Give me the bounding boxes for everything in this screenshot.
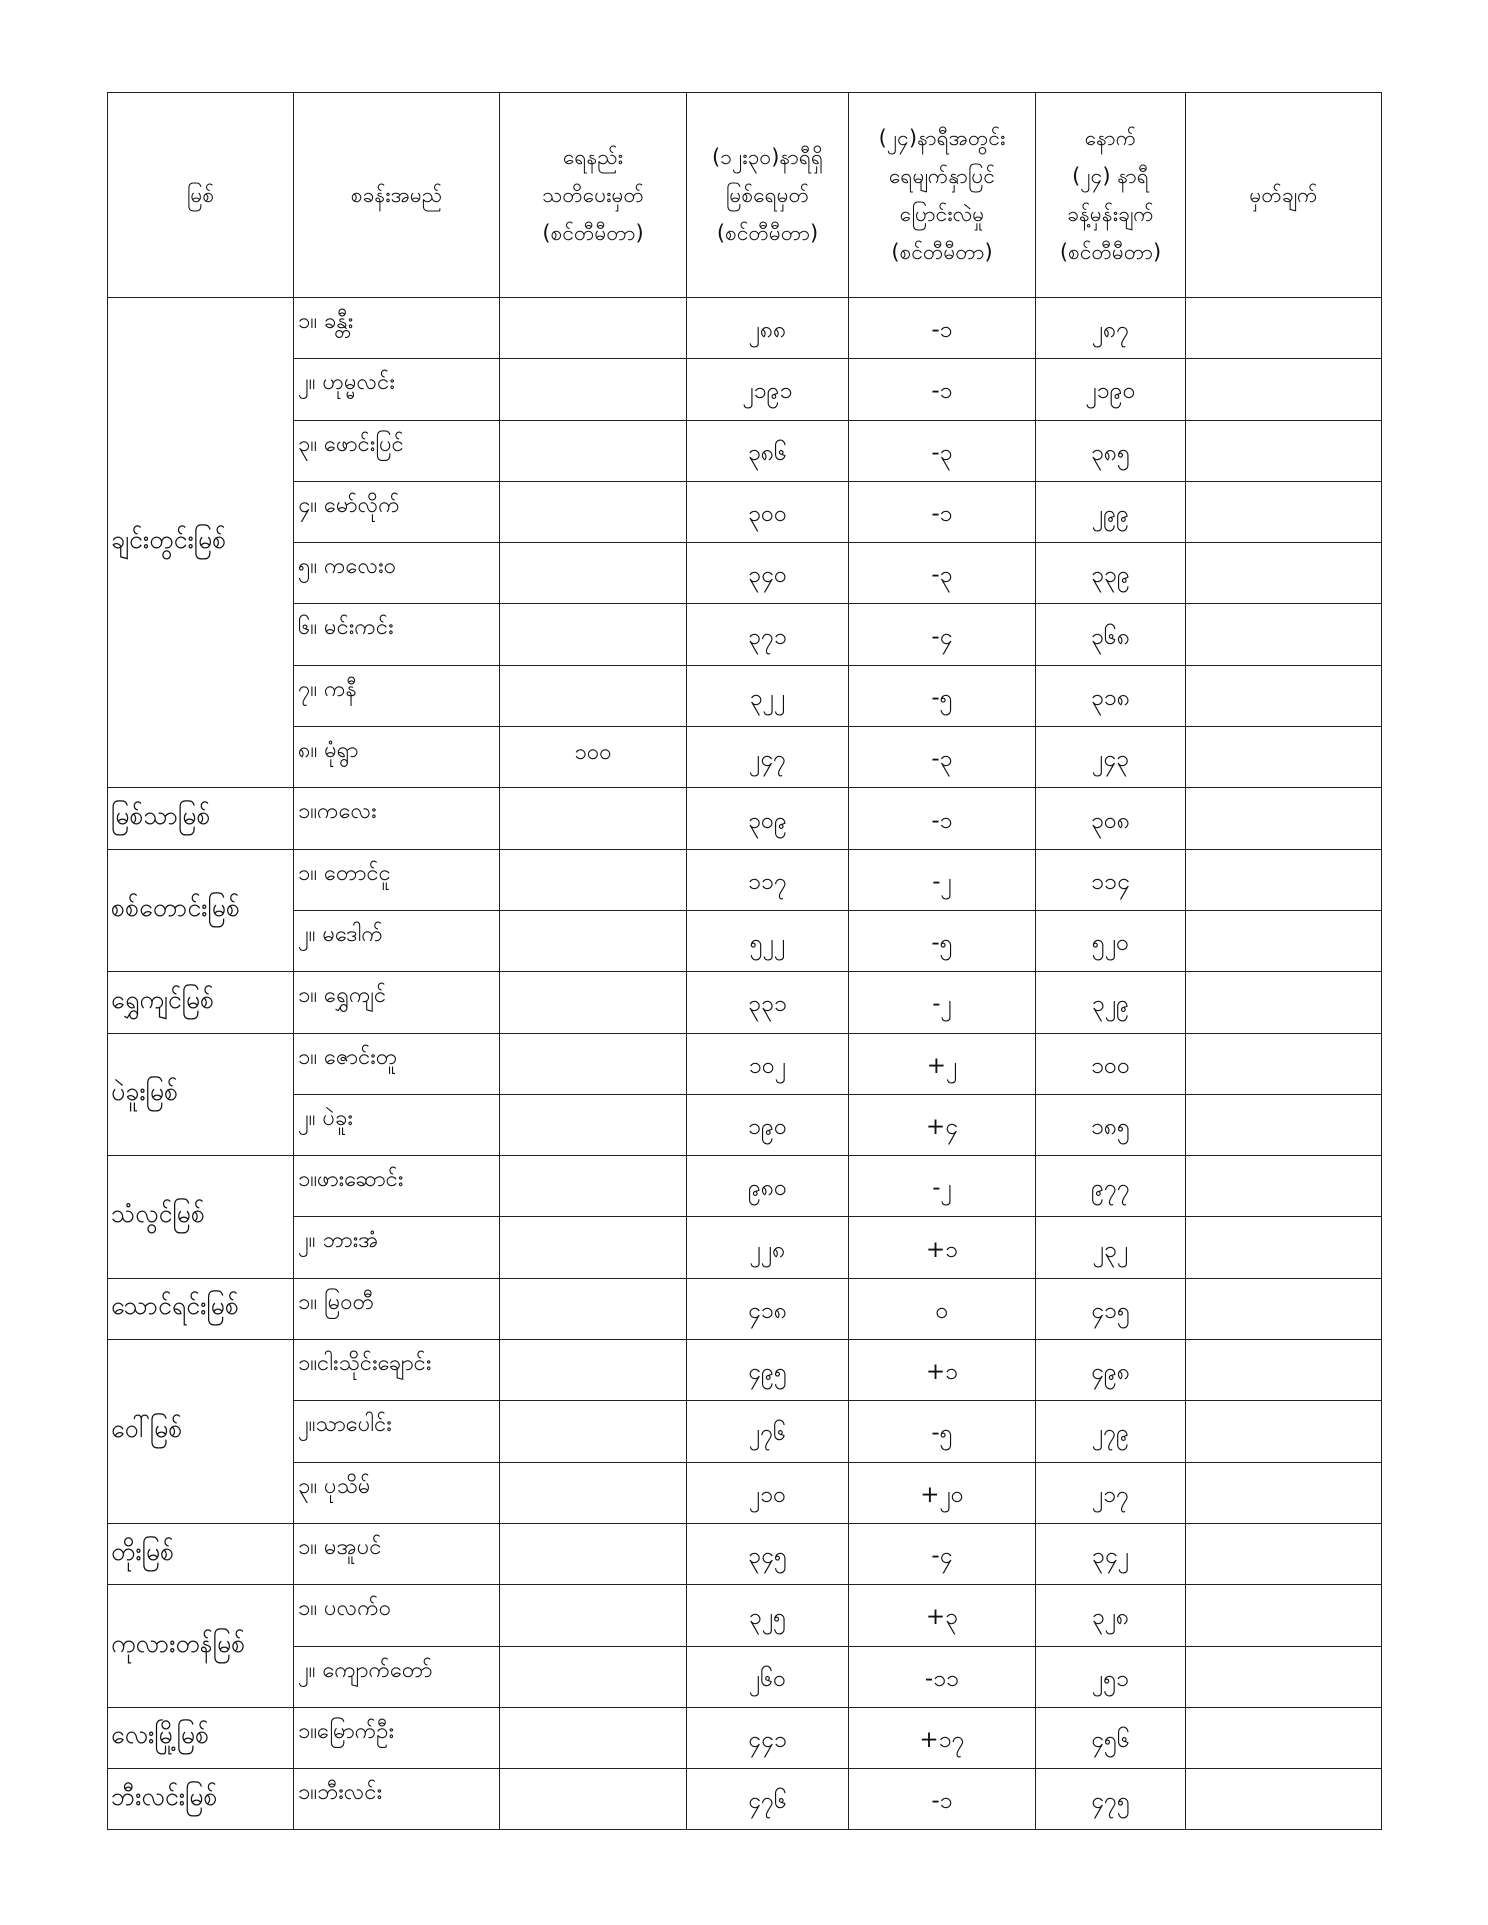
river-name: တိုးမြစ် — [108, 1523, 294, 1584]
level-change: -၄ — [849, 604, 1036, 665]
table-row — [108, 298, 1382, 359]
danger-level — [500, 1340, 687, 1401]
level-change: -၂ — [849, 849, 1036, 910]
header-water-level — [687, 93, 849, 298]
remark — [1186, 1033, 1382, 1094]
forecast-level: ၉၇၇ — [1036, 1156, 1186, 1217]
table-row — [108, 849, 1382, 910]
danger-level — [500, 1462, 687, 1523]
table-row — [108, 543, 1382, 604]
forecast-level: ၃၂၉ — [1036, 972, 1186, 1033]
header-line: (စင်တီမီတာ) — [716, 221, 819, 245]
header-line: သတိပေးမှတ် — [542, 183, 644, 207]
water-level: ၄၇၆ — [687, 1769, 849, 1830]
water-level: ၅၂၂ — [687, 910, 849, 971]
remark — [1186, 1769, 1382, 1830]
forecast-level: ၅၂၀ — [1036, 910, 1186, 971]
header-line: (စင်တီမီတာ) — [1059, 240, 1162, 264]
danger-level — [500, 1707, 687, 1768]
table-row — [108, 665, 1382, 726]
remark — [1186, 1278, 1382, 1339]
remark — [1186, 788, 1382, 849]
station-name: ၁။မြောက်ဦး — [294, 1707, 500, 1768]
table-row — [108, 1401, 1382, 1462]
forecast-level: ၁၈၅ — [1036, 1094, 1186, 1155]
remark — [1186, 665, 1382, 726]
river-name: မြစ်သာမြစ် — [108, 788, 294, 849]
level-change: +၁ — [849, 1217, 1036, 1278]
level-change: -၅ — [849, 1401, 1036, 1462]
level-change: -၁၁ — [849, 1646, 1036, 1707]
water-level: ၁၁၇ — [687, 849, 849, 910]
river-name: ချင်းတွင်းမြစ် — [108, 298, 294, 788]
level-change: +၄ — [849, 1094, 1036, 1155]
forecast-level: ၄၅၆ — [1036, 1707, 1186, 1768]
water-level: ၃၄၀ — [687, 543, 849, 604]
water-level: ၃၂၅ — [687, 1585, 849, 1646]
station-name: ၃။ ပုသိမ် — [294, 1462, 500, 1523]
table-row — [108, 604, 1382, 665]
remark — [1186, 1340, 1382, 1401]
remark — [1186, 543, 1382, 604]
header-change — [849, 93, 1036, 298]
forecast-level: ၂၁၇ — [1036, 1462, 1186, 1523]
station-name: ၈။ မုံရွာ — [294, 727, 500, 788]
danger-level — [500, 1278, 687, 1339]
remark — [1186, 910, 1382, 971]
forecast-level: ၂၇၉ — [1036, 1401, 1186, 1462]
forecast-level: ၁၀၀ — [1036, 1033, 1186, 1094]
station-name: ၂။သာပေါင်း — [294, 1401, 500, 1462]
water-level: ၂၁၀ — [687, 1462, 849, 1523]
danger-level — [500, 543, 687, 604]
station-name: ၇။ ကနီ — [294, 665, 500, 726]
table-row — [108, 420, 1382, 481]
level-change: -၅ — [849, 910, 1036, 971]
forecast-level: ၂၁၉၀ — [1036, 359, 1186, 420]
station-name: ၁။ ရွှေကျင် — [294, 972, 500, 1033]
header-line: (စင်တီမီတာ) — [891, 240, 993, 264]
station-name: ၁။ ဇောင်းတူ — [294, 1033, 500, 1094]
forecast-level: ၂၄၃ — [1036, 727, 1186, 788]
danger-level — [500, 788, 687, 849]
level-change: -၅ — [849, 665, 1036, 726]
level-change: -၃ — [849, 420, 1036, 481]
station-name: ၁။ တောင်ငူ — [294, 849, 500, 910]
header-station — [294, 93, 500, 298]
table-body — [108, 298, 1382, 1830]
station-name: ၁။ငါးသိုင်းချောင်း — [294, 1340, 500, 1401]
level-change: +၁ — [849, 1340, 1036, 1401]
forecast-level: ၂၅၁ — [1036, 1646, 1186, 1707]
remark — [1186, 1462, 1382, 1523]
header-line: စခန်းအမည် — [350, 183, 443, 207]
danger-level — [500, 604, 687, 665]
remark — [1186, 1523, 1382, 1584]
header-line: ရေမျက်နှာပြင် — [889, 164, 995, 188]
station-name: ၁။ ပလက်ဝ — [294, 1585, 500, 1646]
water-level: ၃၂၂ — [687, 665, 849, 726]
danger-level — [500, 481, 687, 542]
station-name: ၆။ မင်းကင်း — [294, 604, 500, 665]
water-level: ၃၄၅ — [687, 1523, 849, 1584]
remark — [1186, 727, 1382, 788]
station-name: ၂။ မဒေါက် — [294, 910, 500, 971]
station-name: ၁။ဖားဆောင်း — [294, 1156, 500, 1217]
danger-level — [500, 849, 687, 910]
header-forecast — [1036, 93, 1186, 298]
danger-level — [500, 1156, 687, 1217]
table-row — [108, 788, 1382, 849]
station-name: ၁။ ခန္တီး — [294, 298, 500, 359]
water-level: ၂၁၉၁ — [687, 359, 849, 420]
level-change: -၂ — [849, 972, 1036, 1033]
table-row — [108, 1646, 1382, 1707]
danger-level — [500, 1523, 687, 1584]
header-line: (၂၄) နာရီ — [1072, 164, 1149, 188]
water-level: ၄၁၈ — [687, 1278, 849, 1339]
danger-level — [500, 1401, 687, 1462]
river-name: သောင်ရင်းမြစ် — [108, 1278, 294, 1339]
river-name: ကုလားတန်မြစ် — [108, 1585, 294, 1708]
table-row — [108, 1217, 1382, 1278]
water-level: ၂၆၀ — [687, 1646, 849, 1707]
water-level: ၁၉၀ — [687, 1094, 849, 1155]
header-line: ပြောင်းလဲမှု — [899, 202, 985, 226]
forecast-level: ၄၉၈ — [1036, 1340, 1186, 1401]
level-change: -၁ — [849, 788, 1036, 849]
station-name: ၂။ ကျောက်တော် — [294, 1646, 500, 1707]
forecast-level: ၃၃၉ — [1036, 543, 1186, 604]
water-level: ၂၂၈ — [687, 1217, 849, 1278]
water-level: ၂၇၆ — [687, 1401, 849, 1462]
level-change: -၄ — [849, 1523, 1036, 1584]
remark — [1186, 1646, 1382, 1707]
danger-level — [500, 1217, 687, 1278]
station-name: ၄။ မော်လိုက် — [294, 481, 500, 542]
water-level: ၉၈၀ — [687, 1156, 849, 1217]
remark — [1186, 604, 1382, 665]
river-name: ပဲခူးမြစ် — [108, 1033, 294, 1156]
forecast-level: ၃၄၂ — [1036, 1523, 1186, 1584]
river-name: လေးမြို့မြစ် — [108, 1707, 294, 1768]
header-line: ရေနည်း — [563, 145, 623, 169]
danger-level — [500, 359, 687, 420]
river-name: သံလွင်မြစ် — [108, 1156, 294, 1279]
station-name: ၁။ မအူပင် — [294, 1523, 500, 1584]
level-change: ၀ — [849, 1278, 1036, 1339]
table-row — [108, 1340, 1382, 1401]
remark — [1186, 481, 1382, 542]
table-row — [108, 1156, 1382, 1217]
forecast-level: ၄၇၅ — [1036, 1769, 1186, 1830]
table-row — [108, 1462, 1382, 1523]
remark — [1186, 849, 1382, 910]
station-name: ၃။ ဖောင်းပြင် — [294, 420, 500, 481]
danger-level — [500, 972, 687, 1033]
danger-level — [500, 298, 687, 359]
station-name: ၂။ ဟုမ္မလင်း — [294, 359, 500, 420]
forecast-level: ၄၁၅ — [1036, 1278, 1186, 1339]
water-level: ၄၉၅ — [687, 1340, 849, 1401]
table-row — [108, 1094, 1382, 1155]
header-remark — [1186, 93, 1382, 298]
table-row — [108, 1585, 1382, 1646]
header-line: မြစ် — [186, 183, 215, 207]
forecast-level: ၃၀၈ — [1036, 788, 1186, 849]
level-change: -၁ — [849, 359, 1036, 420]
danger-level — [500, 910, 687, 971]
level-change: +၁၇ — [849, 1707, 1036, 1768]
danger-level — [500, 420, 687, 481]
water-level: ၂၈၈ — [687, 298, 849, 359]
forecast-level: ၃၁၈ — [1036, 665, 1186, 726]
danger-level — [500, 1769, 687, 1830]
river-name: ဘီးလင်းမြစ် — [108, 1769, 294, 1830]
level-change: -၁ — [849, 1769, 1036, 1830]
station-name: ၁။ဘီးလင်း — [294, 1769, 500, 1830]
water-level: ၄၄၁ — [687, 1707, 849, 1768]
level-change: +၂၀ — [849, 1462, 1036, 1523]
header-line: (၂၄)နာရီအတွင်း — [878, 126, 1006, 150]
table-row — [108, 1707, 1382, 1768]
danger-level — [500, 665, 687, 726]
table-row — [108, 1033, 1382, 1094]
station-name: ၁။ကလေး — [294, 788, 500, 849]
station-name: ၂။ ပဲခူး — [294, 1094, 500, 1155]
danger-level — [500, 1646, 687, 1707]
table-row — [108, 481, 1382, 542]
header-line: ခန့်မှန်းချက် — [1067, 202, 1154, 226]
danger-level — [500, 1094, 687, 1155]
river-name: ဝေါ်မြစ် — [108, 1340, 294, 1524]
station-name: ၅။ ကလေးဝ — [294, 543, 500, 604]
table-row — [108, 1769, 1382, 1830]
remark — [1186, 1585, 1382, 1646]
header-river — [108, 93, 294, 298]
water-level: ၂၄၇ — [687, 727, 849, 788]
water-level: ၃၀၉ — [687, 788, 849, 849]
forecast-level: ၃၂၈ — [1036, 1585, 1186, 1646]
level-change: -၃ — [849, 543, 1036, 604]
level-change: -၂ — [849, 1156, 1036, 1217]
station-name: ၂။ ဘားအံ — [294, 1217, 500, 1278]
remark — [1186, 420, 1382, 481]
danger-level: ၁၀၀ — [500, 727, 687, 788]
river-name: စစ်တောင်းမြစ် — [108, 849, 294, 972]
level-change: -၃ — [849, 727, 1036, 788]
level-change: +၃ — [849, 1585, 1036, 1646]
forecast-level: ၂၉၉ — [1036, 481, 1186, 542]
water-level: ၃၀၀ — [687, 481, 849, 542]
forecast-level: ၃၆၈ — [1036, 604, 1186, 665]
forecast-level: ၂၃၂ — [1036, 1217, 1186, 1278]
table-row — [108, 1523, 1382, 1584]
header-danger-level — [500, 93, 687, 298]
header-line: နောက် — [1084, 126, 1137, 150]
forecast-level: ၃၈၅ — [1036, 420, 1186, 481]
remark — [1186, 359, 1382, 420]
header-line: (စင်တီမီတာ) — [542, 221, 644, 245]
remark — [1186, 298, 1382, 359]
level-change: +၂ — [849, 1033, 1036, 1094]
water-level: ၃၇၁ — [687, 604, 849, 665]
station-name: ၁။ မြဝတီ — [294, 1278, 500, 1339]
table-row — [108, 1278, 1382, 1339]
danger-level — [500, 1585, 687, 1646]
header-row — [108, 93, 1382, 298]
remark — [1186, 1156, 1382, 1217]
header-line: မြစ်ရေမှတ် — [725, 183, 810, 207]
water-level: ၃၈၆ — [687, 420, 849, 481]
forecast-level: ၂၈၇ — [1036, 298, 1186, 359]
remark — [1186, 972, 1382, 1033]
header-line: (၁၂း၃၀)နာရီရှိ — [711, 145, 824, 169]
forecast-level: ၁၁၄ — [1036, 849, 1186, 910]
remark — [1186, 1094, 1382, 1155]
water-level: ၁၀၂ — [687, 1033, 849, 1094]
table-row — [108, 359, 1382, 420]
water-level: ၃၃၁ — [687, 972, 849, 1033]
table-row — [108, 910, 1382, 971]
table-row — [108, 972, 1382, 1033]
level-change: -၁ — [849, 298, 1036, 359]
level-change: -၁ — [849, 481, 1036, 542]
river-name: ရွှေကျင်မြစ် — [108, 972, 294, 1033]
remark — [1186, 1707, 1382, 1768]
remark — [1186, 1401, 1382, 1462]
danger-level — [500, 1033, 687, 1094]
river-level-table — [107, 92, 1382, 1830]
remark — [1186, 1217, 1382, 1278]
header-line: မှတ်ချက် — [1249, 183, 1318, 207]
table-row — [108, 727, 1382, 788]
